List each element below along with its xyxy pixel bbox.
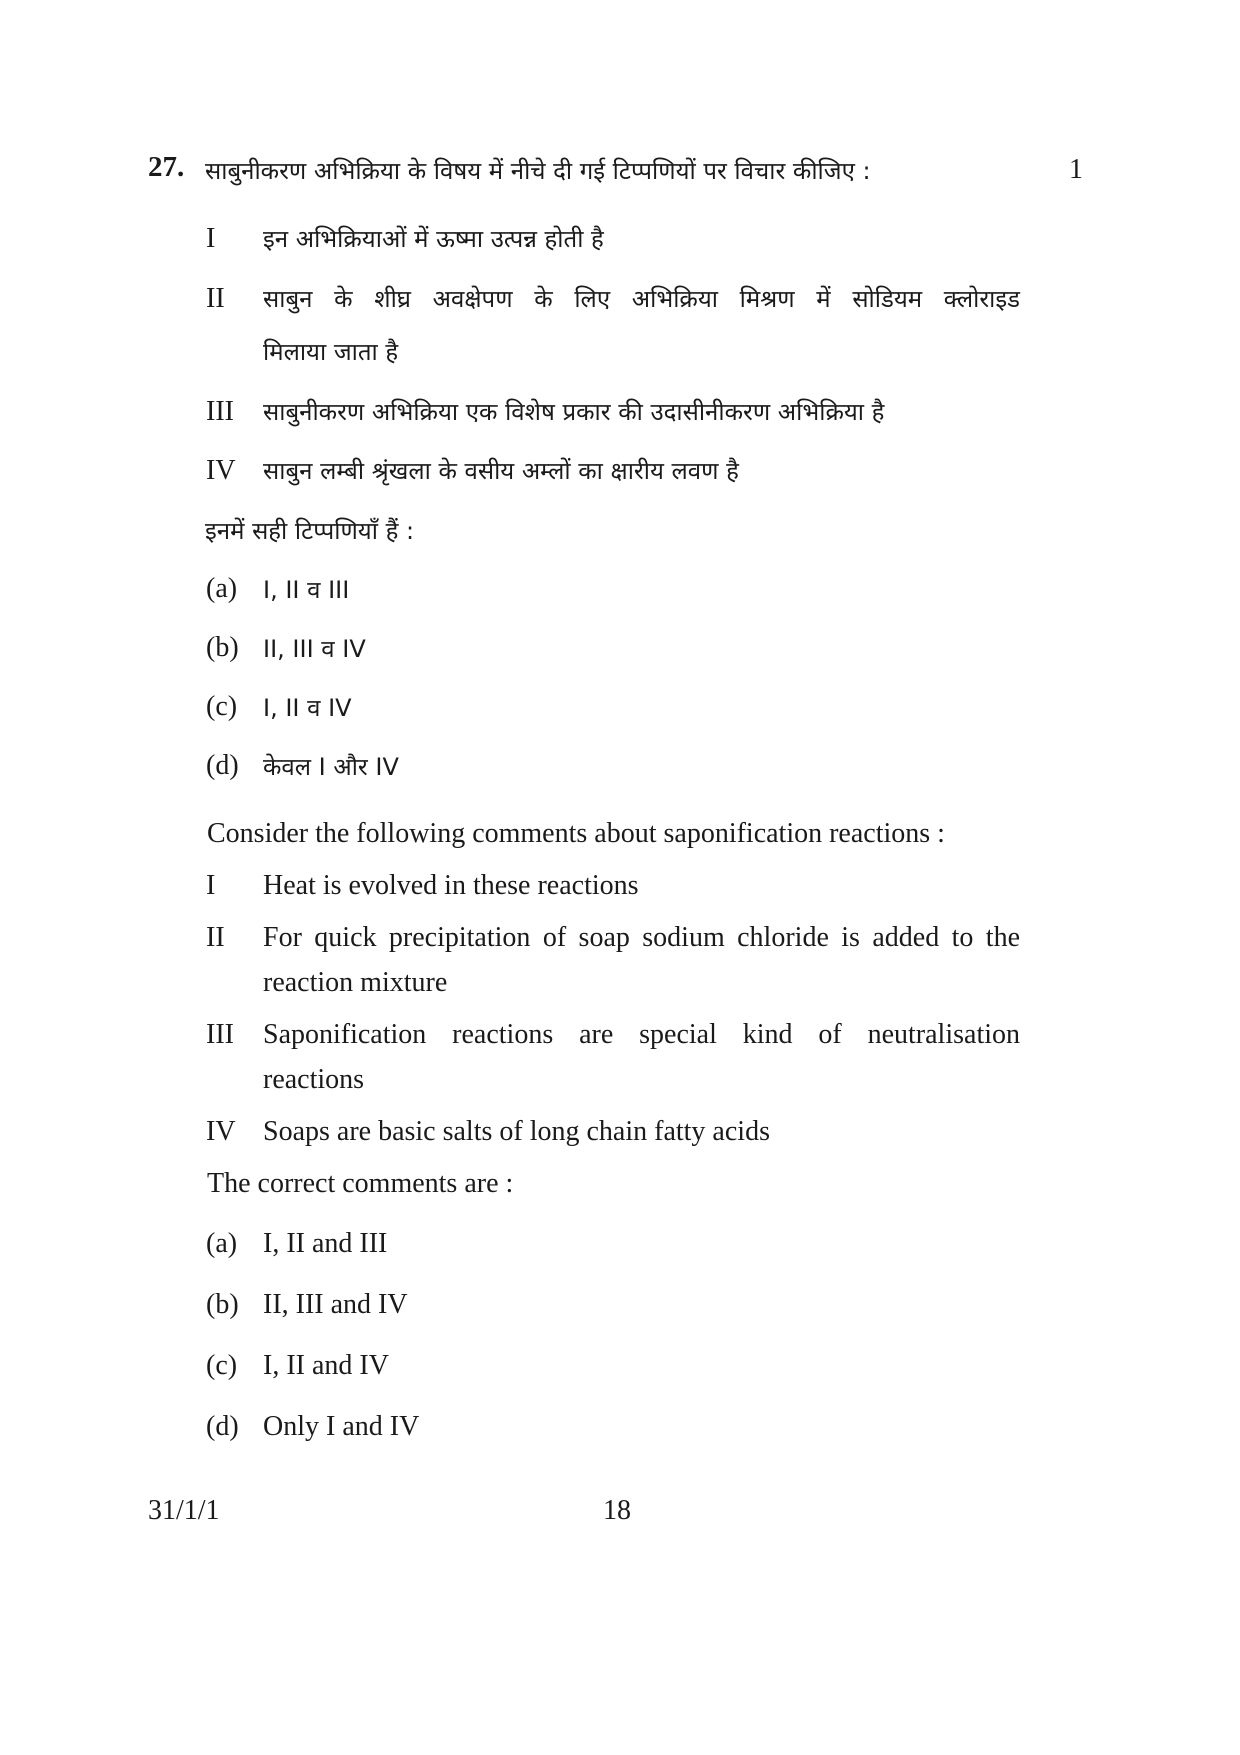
hindi-option-text: केवल I और IV [263, 753, 399, 781]
hindi-statement-label: IV [206, 455, 236, 486]
english-option-label: (a) [206, 1228, 238, 1259]
hindi-option-label: (a) [206, 573, 238, 604]
page-number: 18 [603, 1495, 631, 1526]
hindi-statement-text: साबुनीकरण अभिक्रिया एक विशेष प्रकार की उदासीनीकरण अभिक्रिया है [263, 398, 885, 426]
english-prompt: The correct comments are : [207, 1168, 514, 1199]
hindi-prompt: इनमें सही टिप्पणियाँ हैं : [205, 517, 415, 545]
hindi-statement-label: I [206, 223, 216, 254]
hindi-statement-continuation: मिलाया जाता है [263, 338, 399, 366]
english-option-label: (c) [206, 1350, 238, 1381]
english-option-label: (b) [206, 1289, 239, 1320]
hindi-statement-label: II [206, 283, 225, 314]
english-statement-continuation: reactions [263, 1064, 365, 1095]
marks: 1 [1069, 154, 1083, 185]
english-statement-label: I [206, 870, 216, 901]
english-statement-continuation: reaction mixture [263, 967, 448, 998]
hindi-option-label: (b) [206, 632, 239, 663]
hindi-option-text: II, III व IV [263, 635, 366, 663]
hindi-statement-text: साबुन के शीघ्र अवक्षेपण के लिए अभिक्रिया मिश्रण में सोडियम क्लोराइड [263, 285, 1020, 313]
hindi-stem: साबुनीकरण अभिक्रिया के विषय में नीचे दी गई टिप्पणियों पर विचार कीजिए : [205, 157, 871, 185]
english-option-text: Only I and IV [263, 1411, 420, 1442]
hindi-option-label: (c) [206, 691, 238, 722]
english-stem: Consider the following comments about saponification reactions : [207, 818, 945, 849]
english-statement-text: Saponification reactions are special kind of neutralisation [263, 1019, 1020, 1050]
hindi-option-text: I, II व III [263, 576, 350, 604]
english-statement-label: II [206, 922, 225, 953]
paper-code: 31/1/1 [148, 1495, 220, 1526]
english-option-text: II, III and IV [263, 1289, 408, 1320]
hindi-statement-label: III [206, 396, 234, 427]
english-option-text: I, II and III [263, 1228, 388, 1259]
english-statement-text: For quick precipitation of soap sodium chloride is added to the [263, 922, 1020, 953]
hindi-option-label: (d) [206, 750, 239, 781]
hindi-option-text: I, II व IV [263, 694, 352, 722]
question-number: 27. [148, 151, 185, 183]
hindi-statement-text: साबुन लम्बी श्रृंखला के वसीय अम्लों का क्षारीय लवण है [263, 457, 739, 485]
english-option-text: I, II and IV [263, 1350, 389, 1381]
hindi-statement-text: इन अभिक्रियाओं में ऊष्मा उत्पन्न होती है [263, 225, 604, 253]
english-statement-text: Soaps are basic salts of long chain fatty acids [263, 1116, 770, 1147]
english-option-label: (d) [206, 1411, 239, 1442]
english-statement-label: III [206, 1019, 234, 1050]
english-statement-label: IV [206, 1116, 236, 1147]
english-statement-text: Heat is evolved in these reactions [263, 870, 639, 901]
